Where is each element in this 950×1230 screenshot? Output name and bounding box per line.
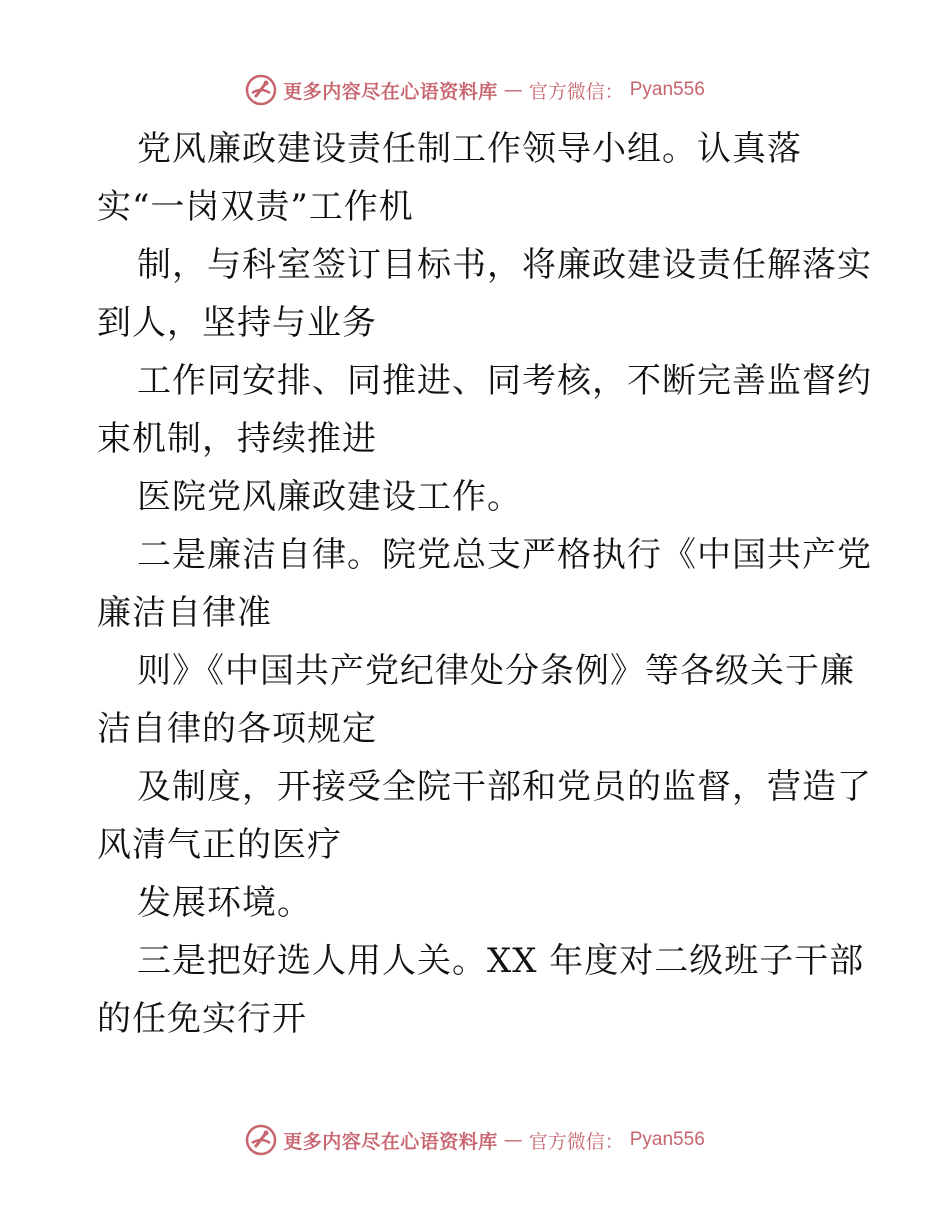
header-wechat-id: Pyan556 [629, 79, 705, 100]
footer-official-label: 官方微信： [528, 1130, 624, 1153]
body-line-4: 到人，坚持与业务 [97, 303, 377, 343]
body-line-10: 则》《中国共产党纪律处分条例》等各级关于廉 [137, 651, 855, 691]
footer-brand-text: 更多内容尽在心语资料库 [283, 1130, 498, 1153]
body-line-3: 制，与科室签订目标书，将廉政建设责任解落实 [137, 245, 872, 285]
book-pen-logo-icon [245, 74, 277, 106]
header-official-label: 官方微信： [528, 80, 624, 103]
header-brand-text: 更多内容尽在心语资料库 [283, 80, 498, 103]
body-line-15: 三是把好选人用人关。XX 年度对二级班子干部 [137, 941, 865, 981]
body-line-6: 束机制，持续推进 [97, 419, 377, 459]
body-line-14: 发展环境。 [137, 883, 312, 923]
book-pen-logo-icon [245, 1124, 277, 1156]
document-body [97, 120, 872, 1048]
body-line-9: 廉洁自律准 [97, 593, 272, 633]
body-line-7: 医院党风廉政建设工作。 [137, 477, 522, 517]
footer-separator: — [503, 1129, 523, 1151]
body-line-8: 二是廉洁自律。院党总支严格执行《中国共产党 [137, 535, 872, 575]
body-line-2: 实“一岗双责”工作机 [97, 187, 414, 227]
body-line-5: 工作同安排、同推进、同考核，不断完善监督约 [137, 361, 872, 401]
footer-wechat-id: Pyan556 [629, 1129, 705, 1150]
body-line-16: 的任免实行开 [97, 999, 307, 1039]
body-line-13: 风清气正的医疗 [97, 825, 342, 865]
page-footer-banner [0, 1120, 950, 1160]
body-line-1: 党风廉政建设责任制工作领导小组。认真落 [137, 129, 802, 169]
body-line-12: 及制度，开接受全院干部和党员的监督，营造了 [137, 767, 872, 807]
page-header-banner [0, 70, 950, 110]
header-separator: — [503, 79, 523, 101]
body-line-11: 洁自律的各项规定 [97, 709, 377, 749]
